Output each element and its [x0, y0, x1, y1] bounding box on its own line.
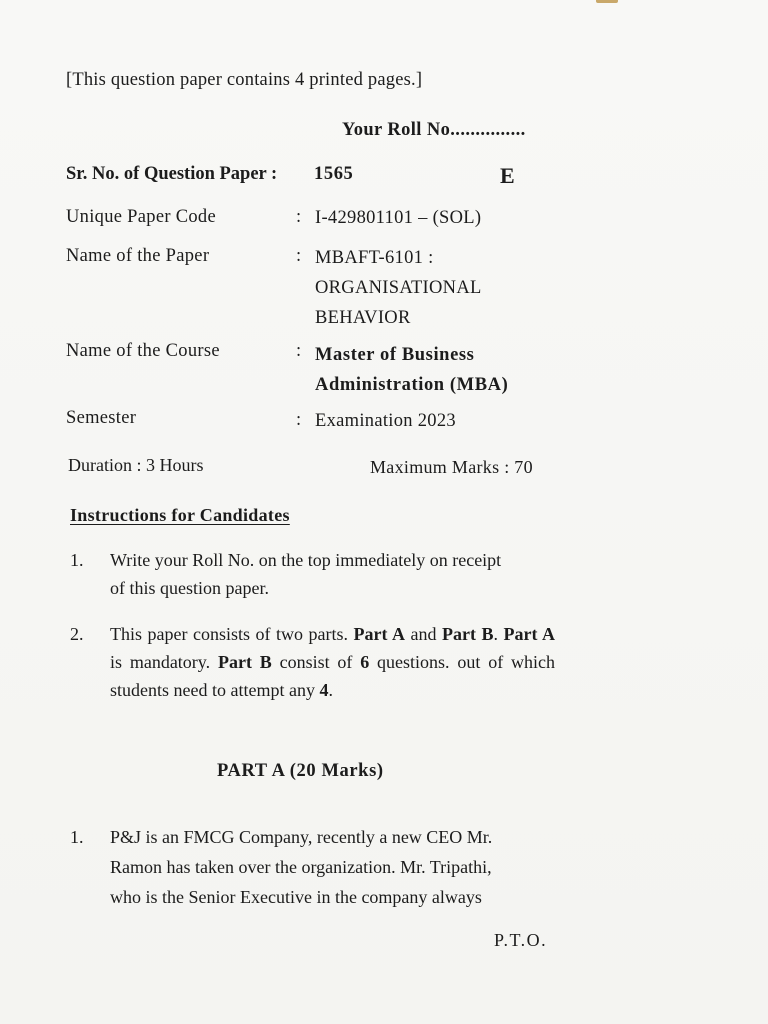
- paper-name-line: MBAFT-6101 :: [315, 248, 434, 268]
- instruction-number: 1.: [70, 550, 84, 570]
- instruction-text: This paper consists of two parts.: [110, 624, 354, 644]
- paper-name-line: BEHAVIOR: [315, 308, 411, 328]
- question-line: who is the Senior Executive in the company always: [110, 887, 482, 907]
- instruction-line: Write your Roll No. on the top immediately on receipt: [110, 550, 502, 570]
- instruction-item: [110, 620, 555, 704]
- semester-value: [315, 406, 555, 436]
- course-name-colon: :: [296, 341, 302, 361]
- instruction-text: .: [328, 680, 333, 700]
- instruction-bold-text: 4: [319, 680, 329, 700]
- paper-name-line: ORGANISATIONAL: [315, 278, 482, 298]
- unique-paper-code-value: [315, 203, 555, 233]
- question-text: [110, 822, 555, 912]
- question-line: Ramon has taken over the organization. Mr. Tripathi,: [110, 857, 492, 877]
- paper-name-value: [315, 243, 555, 333]
- instruction-number: 2.: [70, 624, 84, 644]
- semester-label: Semester: [66, 408, 137, 428]
- sr-no-label: Sr. No. of Question Paper :: [66, 164, 278, 184]
- instruction-text: is mandatory.: [110, 652, 218, 672]
- roll-no-field: Your Roll No...............: [342, 120, 526, 140]
- instruction-text: consist of: [271, 652, 361, 672]
- course-name-line: Administration (MBA): [315, 375, 509, 395]
- question-line: P&J is an FMCG Company, recently a new CEO Mr.: [110, 827, 493, 847]
- course-name-value: [315, 340, 555, 400]
- instruction-bold-text: Part B: [442, 624, 494, 644]
- duration: Duration : 3 Hours: [68, 455, 204, 475]
- instruction-text: and: [405, 624, 443, 644]
- sr-no-value: 1565: [314, 164, 354, 184]
- set-letter: E: [500, 163, 515, 188]
- semester-colon: :: [296, 410, 302, 430]
- part-a-heading: PART A (20 Marks): [217, 761, 384, 781]
- unique-paper-code-label: Unique Paper Code: [66, 207, 216, 227]
- instruction-text: .: [493, 624, 504, 644]
- maximum-marks: Maximum Marks : 70: [370, 457, 533, 477]
- paper-name-label: Name of the Paper: [66, 246, 210, 266]
- pto-note: P.T.O.: [494, 930, 548, 950]
- course-name-label: Name of the Course: [66, 341, 220, 361]
- instruction-line: of this question paper.: [110, 578, 269, 598]
- instruction-text: questions. out of which students need to attempt any: [110, 652, 556, 700]
- semester-line: Examination 2023: [315, 411, 456, 431]
- instruction-bold-text: Part A: [503, 624, 556, 644]
- instruction-bold-text: Part A: [353, 624, 406, 644]
- instruction-item: [110, 546, 555, 602]
- paper-corner-mark: [596, 0, 618, 3]
- paper-name-colon: :: [296, 246, 302, 266]
- instruction-bold-text: 6: [360, 652, 370, 672]
- instruction-bold-text: Part B: [217, 652, 272, 672]
- page-count-note: [This question paper contains 4 printed pages.]: [66, 70, 423, 90]
- instructions-heading: Instructions for Candidates: [70, 505, 290, 525]
- unique-paper-code-colon: :: [296, 207, 302, 227]
- unique-paper-code-line: I-429801101 – (SOL): [315, 208, 482, 228]
- question-number: 1.: [70, 827, 84, 847]
- course-name-line: Master of Business: [315, 345, 475, 365]
